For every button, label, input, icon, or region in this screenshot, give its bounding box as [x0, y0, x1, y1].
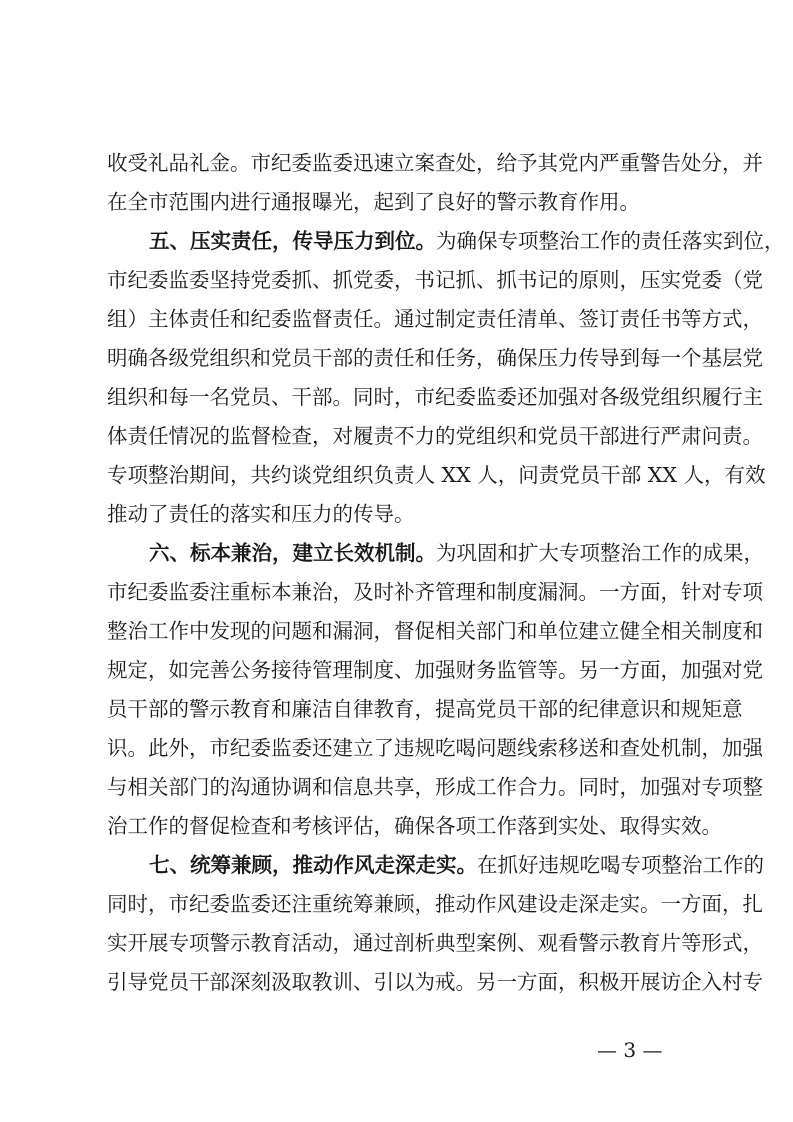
- body-text: 收受礼品礼金。市纪委监委迅速立案查处，给予其党内严重警告处分，并: [107, 151, 763, 175]
- body-text: 为确保专项整治工作的责任落实到位，: [436, 229, 785, 253]
- body-text: 实开展专项警示教育活动，通过剖析典型案例、观看警示教育片等形式，: [107, 931, 763, 955]
- text-line: [107, 696, 743, 722]
- text-line: [107, 462, 766, 488]
- body-text: 体责任情况的监督检查，对履责不力的党组织和党员干部进行严肃问责。: [107, 424, 763, 448]
- body-text: 规定，如完善公务接待管理制度、加强财务监管等。另一方面，加强对党: [107, 658, 763, 682]
- text-line: [107, 891, 763, 917]
- body-text: 在抓好违规吃喝专项整治工作的: [477, 853, 764, 877]
- text-line: [107, 813, 722, 839]
- body-text: 引导党员干部深刻汲取教训、引以为戒。另一方面，积极开展访企入村专: [107, 970, 763, 994]
- text-line: [107, 930, 763, 956]
- text-line: [107, 345, 763, 371]
- body-text: 同时，市纪委监委还注重统筹兼顾，推动作风建设走深走实。一方面，扎: [107, 892, 763, 916]
- text-line: [107, 423, 763, 449]
- body-text: 明确各级党组织和党员干部的责任和任务，确保压力传导到每一个基层党: [107, 346, 763, 370]
- text-line: [107, 735, 763, 761]
- text-line: [107, 969, 763, 995]
- body-text: 员干部的警示教育和廉洁自律教育，提高党员干部的纪律意识和规矩意: [107, 697, 743, 721]
- body-text: 组织和每一名党员、干部。同时，市纪委监委还加强对各级党组织履行主: [107, 385, 763, 409]
- text-line: [107, 618, 763, 644]
- body-text: 为巩固和扩大专项整治工作的成果，: [436, 541, 764, 565]
- text-line: [107, 189, 697, 215]
- text-line: [107, 267, 763, 293]
- body-text: 组）主体责任和纪委监督责任。通过制定责任清单、签订责任书等方式，: [107, 307, 763, 331]
- text-line: [107, 501, 697, 527]
- section-heading: 六、标本兼治，建立长效机制。: [149, 541, 436, 565]
- section-heading: 五、压实责任，传导压力到位。: [149, 229, 436, 253]
- text-line: [107, 150, 763, 176]
- body-text: 专项整治期间，共约谈党组织负责人 XX 人，问责党员干部 XX 人，有效: [107, 463, 766, 487]
- body-text: 推动了责任的落实和压力的传导。: [107, 502, 415, 526]
- body-text: 治工作的督促检查和考核评估，确保各项工作落到实处、取得实效。: [107, 814, 722, 838]
- body-text: 市纪委监委坚持党委抓、抓党委，书记抓、抓书记的原则，压实党委（党: [107, 268, 763, 292]
- body-text: 整治工作中发现的问题和漏洞，督促相关部门和单位建立健全相关制度和: [107, 619, 763, 643]
- text-line: [107, 579, 763, 605]
- text-line: [107, 657, 763, 683]
- page-number: — 3 —: [597, 1038, 663, 1062]
- section-heading-line: [149, 540, 764, 566]
- text-line: [107, 384, 763, 410]
- section-heading: 七、统筹兼顾，推动作风走深走实。: [149, 853, 477, 877]
- body-text: 在全市范围内进行通报曝光，起到了良好的警示教育作用。: [107, 190, 640, 214]
- text-line: [107, 306, 763, 332]
- section-heading-line: [149, 228, 785, 254]
- body-text: 识。此外，市纪委监委还建立了违规吃喝问题线索移送和查处机制，加强: [107, 736, 763, 760]
- text-line: [107, 774, 763, 800]
- body-text: 与相关部门的沟通协调和信息共享，形成工作合力。同时，加强对专项整: [107, 775, 763, 799]
- body-text: 市纪委监委注重标本兼治，及时补齐管理和制度漏洞。一方面，针对专项: [107, 580, 763, 604]
- section-heading-line: [149, 852, 764, 878]
